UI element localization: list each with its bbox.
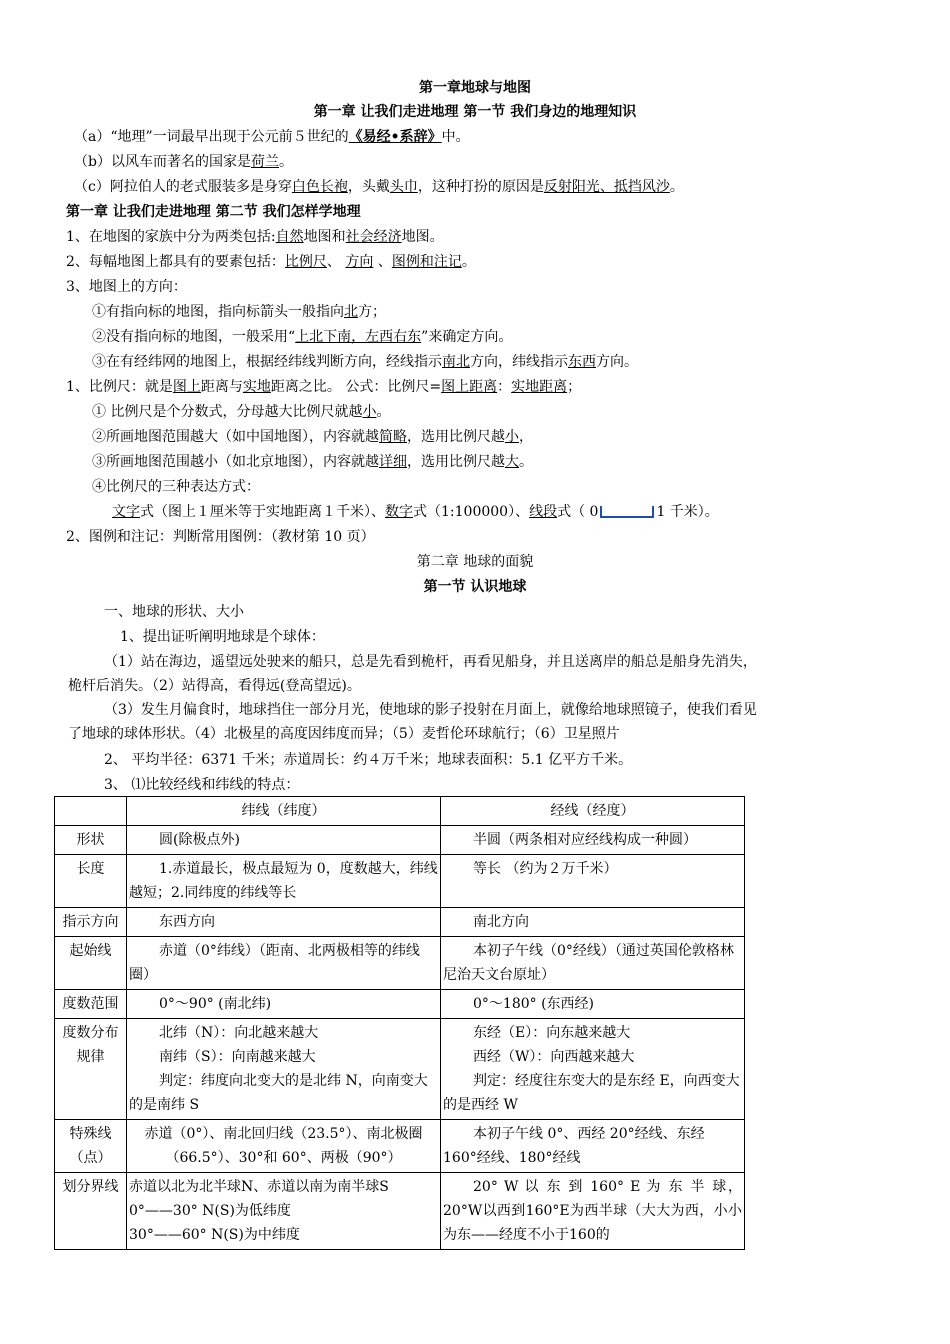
table-cell: 赤道（0°）、南北回归线（23.5°）、南北极圈（66.5°）、30°和 60°、两极（90°） bbox=[127, 1120, 441, 1173]
table-cell bbox=[127, 1173, 441, 1250]
cell-line: 赤道以北为北半球N、赤道以南为南半球S bbox=[129, 1179, 389, 1195]
direction-item-1: ①有指向标的地图，指向标箭头一般指向北方； bbox=[92, 304, 386, 320]
scale-item-1: ① 比例尺是个分数式，分母越大比例尺就越小。 bbox=[92, 404, 391, 420]
map-types-line: 1、在地图的家族中分为两类包括:自然地图和社会经济地图。 bbox=[66, 229, 444, 245]
map-direction-heading: 3、地图上的方向： bbox=[66, 279, 187, 295]
row-label: 度数分布规律 bbox=[55, 1019, 127, 1120]
item-a: （a）“地理”一词最早出现于公元前５世纪的《易经•系辞》中。 bbox=[74, 129, 470, 145]
evidence-1b: 桅杆后消失。（2）站得高，看得远(登高望远)。 bbox=[68, 678, 361, 694]
scale-item-2: ②所画地图范围越大（如中国地图），内容就越简略，选用比例尺越小， bbox=[92, 429, 533, 445]
scale-item-4: ④比例尺的三种表达方式： bbox=[92, 479, 260, 495]
evidence-3b: 了地球的球体形状。（4）北极星的高度因纬度而异；（5）麦哲伦环球航行；（6）卫星照片 bbox=[68, 726, 620, 742]
row-label: 指示方向 bbox=[55, 908, 127, 937]
table-row bbox=[55, 990, 745, 1019]
line-scale-bar bbox=[600, 506, 654, 518]
compare-heading: 3、 ⑴比较经线和纬线的特点： bbox=[104, 777, 300, 793]
legend-line: 2、图例和注记：判断常用图例：（教材第 10 页） bbox=[66, 529, 375, 545]
row-label: 起始线 bbox=[55, 937, 127, 990]
table-cell: 本初子午线（0°经线）（通过英国伦敦格林尼治天文台原址） bbox=[441, 937, 745, 990]
cell-line: 北纬（N）：向北越来越大 bbox=[159, 1025, 319, 1041]
table-cell bbox=[55, 797, 127, 826]
table-cell: 半圆（两条相对应经线构成一种圆） bbox=[441, 826, 745, 855]
row-label: 形状 bbox=[55, 826, 127, 855]
table-row bbox=[55, 855, 745, 908]
table-cell bbox=[441, 1019, 745, 1120]
table-header-lon: 经线（经度） bbox=[441, 797, 745, 826]
table-cell: 圆(除极点外) bbox=[127, 826, 441, 855]
table-cell: 0°～90° (南北纬) bbox=[127, 990, 441, 1019]
row-label: 度数范围 bbox=[55, 990, 127, 1019]
table-header-lat: 纬线（纬度） bbox=[127, 797, 441, 826]
scale-definition: 1、比例尺：就是图上距离与实地距离之比。 公式：比例尺=图上距离：实地距离； bbox=[66, 379, 582, 395]
earth-size-line: 2、 平均半径：6371 千米；赤道周长：约４万千米；地球表面积：5.1 亿平方千米。 bbox=[104, 752, 633, 768]
cell-line: 南纬（S）：向南越来越大 bbox=[159, 1049, 316, 1065]
table-row bbox=[55, 1019, 745, 1120]
cell-line: 西经（W）：向西越来越大 bbox=[473, 1049, 635, 1065]
chapter2-section: 第一节 认识地球 bbox=[423, 579, 527, 595]
table-cell: 1.赤道最长，极点最短为 0，度数越大，纬线越短；2.同纬度的纬线等长 bbox=[127, 855, 441, 908]
table-cell: 南北方向 bbox=[441, 908, 745, 937]
page-title: 第一章地球与地图 bbox=[419, 80, 531, 96]
cell-line: 判定：纬度向北变大的是北纬 N，向南变大的是南纬 S bbox=[129, 1073, 428, 1113]
table-row bbox=[55, 797, 745, 826]
table-row bbox=[55, 1120, 745, 1173]
table-cell bbox=[127, 1019, 441, 1120]
lat-lon-table bbox=[54, 796, 745, 1250]
table-cell: 0°～180° (东西经) bbox=[441, 990, 745, 1019]
table-row bbox=[55, 1173, 745, 1250]
table-cell: 20° W 以 东 到 160° E 为 东 半 球，20°W以西到160°E为西半球（大大为西，小小为东——经度不小于160的 bbox=[441, 1173, 745, 1250]
table-row bbox=[55, 826, 745, 855]
cell-line: 判定：经度往东变大的是东经 E，向西变大的是西经 W bbox=[443, 1073, 740, 1113]
table-cell: 等长 （约为２万千米） bbox=[441, 855, 745, 908]
row-label: 划分界线 bbox=[55, 1173, 127, 1250]
earth-shape-heading: 一、地球的形状、大小 bbox=[104, 604, 244, 620]
item-b: （b）以风车而著名的国家是荷兰。 bbox=[74, 154, 293, 170]
section2-heading: 第一章 让我们走进地理 第二节 我们怎样学地理 bbox=[66, 204, 361, 220]
evidence-heading: 1、提出证听阐明地球是个球体： bbox=[120, 629, 325, 645]
cell-line: 东经（E）：向东越来越大 bbox=[473, 1025, 631, 1041]
row-label: 特殊线（点） bbox=[55, 1120, 127, 1173]
chapter2-title: 第二章 地球的面貌 bbox=[416, 554, 534, 570]
table-cell: 赤道（0°纬线）（距南、北两极相等的纬线圈） bbox=[127, 937, 441, 990]
evidence-3a: （3）发生月偏食时，地球挡住一部分月光，使地球的影子投射在月面上，就像给地球照镜子，使我们看见 bbox=[104, 702, 757, 718]
map-elements-line: 2、每幅地图上都具有的要素包括：比例尺、 方向 、图例和注记。 bbox=[66, 254, 476, 270]
evidence-1a: （1）站在海边，遥望远处驶来的船只，总是先看到桅杆，再看见船身，并且送离岸的船总是船身先消失， bbox=[104, 654, 757, 670]
scale-item-3: ③所画地图范围越小（如北京地图），内容就越详细，选用比例尺越大。 bbox=[92, 454, 533, 470]
table-row bbox=[55, 908, 745, 937]
section1-heading: 第一章 让我们走进地理 第一节 我们身边的地理知识 bbox=[313, 104, 637, 120]
table-row bbox=[55, 937, 745, 990]
item-c: （c）阿拉伯人的老式服装多是身穿白色长袍，头戴头巾，这种打扮的原因是反射阳光、抵挡风沙。 bbox=[74, 179, 684, 195]
table-cell: 东西方向 bbox=[127, 908, 441, 937]
direction-item-3: ③在有经纬网的地图上，根据经纬线判断方向，经线指示南北方向，纬线指示东西方向。 bbox=[92, 354, 638, 370]
cell-line: 0°——30° N(S)为低纬度 bbox=[129, 1203, 291, 1219]
table-cell: 本初子午线 0°、西经 20°经线、东经 160°经线、180°经线 bbox=[441, 1120, 745, 1173]
cell-line: 30°——60° N(S)为中纬度 bbox=[129, 1227, 300, 1243]
row-label: 长度 bbox=[55, 855, 127, 908]
scale-expressions: 文字式（图上１厘米等于实地距离１千米）、数字式（1:100000）、线段式（ 0 1 千米）。 bbox=[112, 504, 719, 520]
direction-item-2: ②没有指向标的地图，一般采用“上北下南，左西右东”来确定方向。 bbox=[92, 329, 513, 345]
